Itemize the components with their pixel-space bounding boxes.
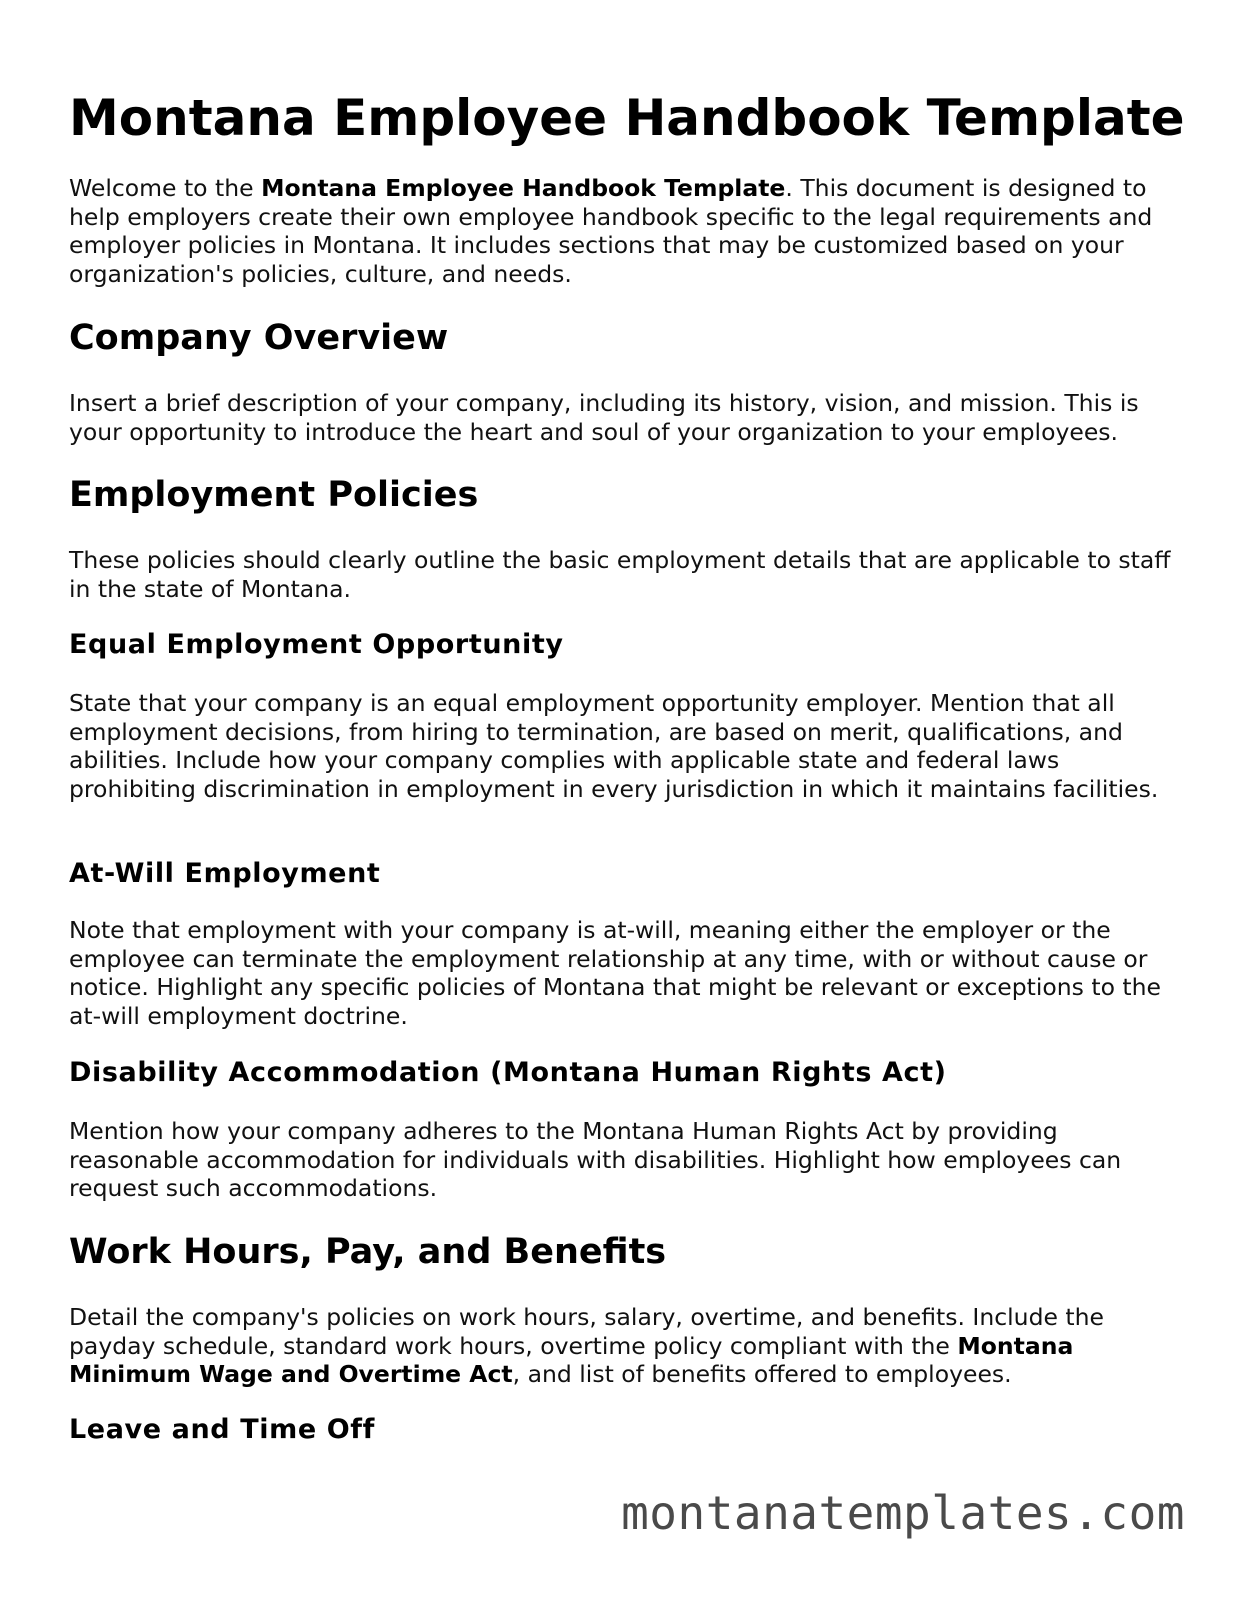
watermark: montanatemplates.com <box>621 1486 1185 1540</box>
at-will-heading: At-Will Employment <box>69 858 381 889</box>
work-hours-text-after: , and list of benefits offered to employees. <box>512 1360 1012 1389</box>
equal-employment-heading: Equal Employment Opportunity <box>69 629 564 660</box>
intro-text-before: Welcome to the <box>69 174 262 202</box>
work-hours-paragraph <box>69 1303 1185 1389</box>
equal-employment-text: State that your company is an equal employment opportunity employer. Mention that all employment decisions, from hiring to termination, are based on merit, qualifications, and abilities. Include how your company complies with applicable state and federal laws prohibiting discrimination in employment in every jurisdiction in which it maintains facilities. <box>69 689 1159 804</box>
disability-text: Mention how your company adheres to the Montana Human Rights Act by providing reasonable accommodation for individuals with disabilities. Highlight how employees can request such accommodations. <box>69 1117 1122 1203</box>
employment-policies-text: These policies should clearly outline the basic employment details that are applicable to staff in the state of Montana. <box>69 546 1171 603</box>
company-overview-text: Insert a brief description of your company, including its history, vision, and mission. This is your opportunity to introduce the heart and soul of your organization to your employees. <box>69 389 1139 446</box>
intro-text-bold: Montana Employee Handbook Template <box>261 174 786 202</box>
work-hours-heading: Work Hours, Pay, and Benefits <box>69 1232 667 1272</box>
disability-heading: Disability Accommodation (Montana Human Rights Act) <box>69 1057 947 1088</box>
leave-heading: Leave and Time Off <box>69 1414 375 1445</box>
intro-paragraph <box>69 174 1185 289</box>
employment-policies-heading: Employment Policies <box>69 475 479 515</box>
intro-text-after: . This document is designed to help employers create their own employee handbook specific to the legal requirements and employer policies in Montana. It includes sections that may be customized based on your organization's policies, culture, and needs. <box>69 174 1153 289</box>
work-hours-text-bold: Montana Minimum Wage and Overtime Act <box>69 1331 1074 1389</box>
work-hours-text-before: Detail the company's policies on work hours, salary, overtime, and benefits. Include the payday schedule, standard work hours, overtime policy compliant with the <box>69 1303 1104 1360</box>
at-will-text: Note that employment with your company is at-will, meaning either the employer or the employee can terminate the employment relationship at any time, with or without cause or notice. Highlight any specific policies of Montana that might be relevant or exceptions to the at-will employment doctrine. <box>69 916 1161 1031</box>
page-title: Montana Employee Handbook Template <box>69 89 1185 147</box>
company-overview-heading: Company Overview <box>69 318 449 358</box>
